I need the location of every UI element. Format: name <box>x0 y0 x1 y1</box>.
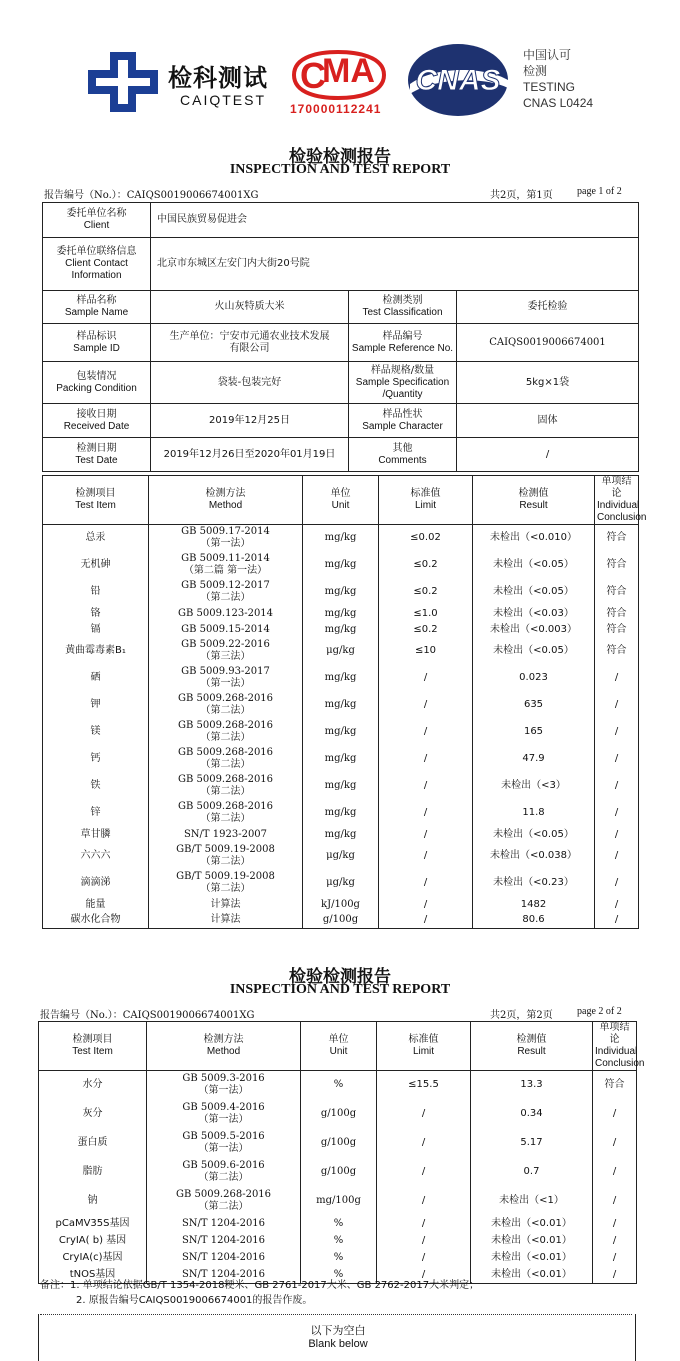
table-row <box>39 1100 637 1129</box>
test-item-cell: 碳水化合物 <box>43 913 149 929</box>
class-label: 检测类别 Test Classification <box>349 291 457 324</box>
test-item-cell: 蛋白质 <box>39 1129 147 1158</box>
test-item-cell: 硒 <box>43 665 149 692</box>
limit-cell: ≤10 <box>379 638 473 665</box>
result-cell: 635 <box>473 692 595 719</box>
conclusion-cell: / <box>595 773 639 800</box>
col-item: 检测项目 Test Item <box>43 476 149 525</box>
conclusion-cell: / <box>595 665 639 692</box>
limit-cell: / <box>377 1187 471 1216</box>
page2-report-no: 报告编号（No.）：CAIQS0019006674001XG <box>40 1010 255 1021</box>
unit-cell: mg/kg <box>303 719 379 746</box>
table-row <box>39 1071 637 1100</box>
comments-label: 其他 Comments <box>349 438 457 472</box>
limit-cell: / <box>379 773 473 800</box>
limit-cell: / <box>379 800 473 827</box>
col-conclusion: 单项结论 Individual Conclusion <box>593 1022 637 1071</box>
test-item-cell: 钾 <box>43 692 149 719</box>
col-item: 检测项目 Test Item <box>39 1022 147 1071</box>
sample-name-label: 样品名称 Sample Name <box>43 291 151 324</box>
contact-value: 北京市东城区左安门内大街20号院 <box>151 238 639 291</box>
test-item-cell: 草甘膦 <box>43 827 149 843</box>
conclusion-cell: 符合 <box>595 606 639 622</box>
method-cell: SN/T 1204-2016 <box>147 1267 301 1284</box>
report-header <box>0 0 680 135</box>
result-cell: 11.8 <box>473 800 595 827</box>
result-cell: 未检出（<0.01） <box>471 1216 593 1233</box>
comments-value: / <box>457 438 639 472</box>
result-cell: 未检出（<0.23） <box>473 870 595 897</box>
page2-results-table <box>38 1021 645 1284</box>
limit-cell: / <box>377 1216 471 1233</box>
cnas-side-3: TESTING <box>523 80 576 94</box>
test-item-cell: 钙 <box>43 746 149 773</box>
unit-cell: mg/kg <box>303 552 379 579</box>
conclusion-cell: / <box>595 843 639 870</box>
unit-cell: μg/kg <box>303 843 379 870</box>
limit-cell: / <box>379 913 473 929</box>
method-cell: GB 5009.12-2017 （第二法） <box>149 579 303 606</box>
page1-results-table <box>42 475 647 929</box>
conclusion-cell: / <box>595 827 639 843</box>
note-2: 2. 原报告编号CAIQS0019006674001的报告作废。 <box>76 1295 313 1306</box>
result-cell: 未检出（<3） <box>473 773 595 800</box>
limit-cell: / <box>377 1267 471 1284</box>
table-row <box>43 843 639 870</box>
col-method: 检测方法 Method <box>149 476 303 525</box>
pack-value: 袋装-包装完好 <box>151 362 349 404</box>
limit-cell: / <box>379 719 473 746</box>
result-cell: 未检出（<0.01） <box>471 1233 593 1250</box>
contact-label: 委托单位联络信息 Client Contact Information <box>43 238 151 291</box>
sample-id-label: 样品标识 Sample ID <box>43 324 151 362</box>
method-cell: SN/T 1204-2016 <box>147 1250 301 1267</box>
conclusion-cell: / <box>595 692 639 719</box>
cma-number: 170000112241 <box>290 102 382 116</box>
table-row <box>43 525 639 552</box>
page2-title-cn: 检验检测报告 <box>289 967 391 987</box>
dotted-divider <box>40 1314 632 1315</box>
limit-cell: / <box>379 897 473 913</box>
ref-label: 样品编号 Sample Reference No. <box>349 324 457 362</box>
table-row <box>43 638 639 665</box>
conclusion-cell: / <box>593 1187 637 1216</box>
test-item-cell: 脂肪 <box>39 1158 147 1187</box>
spec-label: 样品规格/数量 Sample Specification /Quantity <box>349 362 457 404</box>
conclusion-cell: / <box>595 913 639 929</box>
unit-cell: g/100g <box>301 1129 377 1158</box>
table-row <box>39 1233 637 1250</box>
test-item-cell: tNOS基因 <box>39 1267 147 1284</box>
limit-cell: ≤0.2 <box>379 622 473 638</box>
test-item-cell: 锌 <box>43 800 149 827</box>
col-limit: 标准值 Limit <box>379 476 473 525</box>
test-item-cell: CryIA(c)基因 <box>39 1250 147 1267</box>
result-cell: 未检出（<0.038） <box>473 843 595 870</box>
cma-mark: MA <box>322 52 375 90</box>
table-row <box>43 665 639 692</box>
limit-cell: / <box>379 665 473 692</box>
table-row <box>39 1187 637 1216</box>
conclusion-cell: 符合 <box>595 552 639 579</box>
conclusion-cell: / <box>593 1100 637 1129</box>
table-row <box>43 773 639 800</box>
unit-cell: kJ/100g <box>303 897 379 913</box>
blank-below-en: Blank below <box>308 1338 368 1350</box>
result-cell: 80.6 <box>473 913 595 929</box>
col-unit: 单位 Unit <box>301 1022 377 1071</box>
unit-cell: mg/kg <box>303 579 379 606</box>
table-row <box>43 827 639 843</box>
test-item-cell: 水分 <box>39 1071 147 1100</box>
org-sub: CAIQTEST <box>180 92 267 108</box>
method-cell: GB 5009.5-2016 （第一法） <box>147 1129 301 1158</box>
page2-left-border <box>38 1314 39 1361</box>
page1-title-en: INSPECTION AND TEST REPORT <box>229 162 451 177</box>
test-item-cell: 镁 <box>43 719 149 746</box>
limit-cell: / <box>377 1100 471 1129</box>
result-cell: 未检出（<0.03） <box>473 606 595 622</box>
conclusion-cell: / <box>593 1250 637 1267</box>
unit-cell: mg/kg <box>303 525 379 552</box>
test-item-cell: 滴滴涕 <box>43 870 149 897</box>
svg-text:C: C <box>300 55 326 96</box>
method-cell: SN/T 1923-2007 <box>149 827 303 843</box>
limit-cell: / <box>379 843 473 870</box>
result-cell: 未检出（<0.05） <box>473 827 595 843</box>
caiq-cross-logo-icon <box>88 52 158 112</box>
unit-cell: mg/kg <box>303 665 379 692</box>
col-limit: 标准值 Limit <box>377 1022 471 1071</box>
method-cell: GB 5009.93-2017 （第一法） <box>149 665 303 692</box>
client-label: 委托单位名称 Client <box>43 203 151 238</box>
char-value: 固体 <box>457 404 639 438</box>
table-row <box>39 1129 637 1158</box>
method-cell: 计算法 <box>149 897 303 913</box>
page2-title-en: INSPECTION AND TEST REPORT <box>229 982 451 997</box>
test-date-label: 检测日期 Test Date <box>43 438 151 472</box>
table-row <box>43 800 639 827</box>
conclusion-cell: / <box>593 1233 637 1250</box>
test-date-value: 2019年12月26日至2020年01月19日 <box>151 438 349 472</box>
result-cell: 未检出（<0.05） <box>473 579 595 606</box>
table-row <box>39 1250 637 1267</box>
result-cell: 1482 <box>473 897 595 913</box>
conclusion-cell: 符合 <box>595 525 639 552</box>
limit-cell: ≤1.0 <box>379 606 473 622</box>
conclusion-cell: / <box>595 870 639 897</box>
unit-cell: g/100g <box>303 913 379 929</box>
recv-value: 2019年12月25日 <box>151 404 349 438</box>
method-cell: GB 5009.268-2016 （第二法） <box>149 719 303 746</box>
unit-cell: mg/kg <box>303 827 379 843</box>
method-cell: GB 5009.15-2014 <box>149 622 303 638</box>
table-row <box>43 913 639 929</box>
table-row <box>43 746 639 773</box>
unit-cell: g/100g <box>301 1158 377 1187</box>
method-cell: GB 5009.3-2016 （第一法） <box>147 1071 301 1100</box>
method-cell: GB 5009.268-2016 （第二法） <box>149 746 303 773</box>
page1-page-en: page 1 of 2 <box>577 186 622 197</box>
col-method: 检测方法 Method <box>147 1022 301 1071</box>
test-item-cell: 无机砷 <box>43 552 149 579</box>
limit-cell: ≤0.02 <box>379 525 473 552</box>
table-row <box>43 606 639 622</box>
page1-report-no: 报告编号（No.）：CAIQS0019006674001XG <box>44 190 259 201</box>
limit-cell: ≤0.2 <box>379 579 473 606</box>
char-label: 样品性状 Sample Character <box>349 404 457 438</box>
limit-cell: / <box>377 1233 471 1250</box>
cnas-side-2: 检测 <box>523 64 548 78</box>
table-row <box>39 1216 637 1233</box>
recv-label: 接收日期 Received Date <box>43 404 151 438</box>
conclusion-cell: 符合 <box>595 622 639 638</box>
limit-cell: / <box>379 827 473 843</box>
method-cell: SN/T 1204-2016 <box>147 1216 301 1233</box>
result-cell: 未检出（<0.01） <box>471 1250 593 1267</box>
conclusion-cell: 符合 <box>593 1071 637 1100</box>
unit-cell: % <box>301 1250 377 1267</box>
method-cell: GB 5009.4-2016 （第一法） <box>147 1100 301 1129</box>
test-item-cell: 能量 <box>43 897 149 913</box>
method-cell: SN/T 1204-2016 <box>147 1233 301 1250</box>
method-cell: GB 5009.11-2014 （第二篇 第一法） <box>149 552 303 579</box>
test-item-cell: pCaMV35S基因 <box>39 1216 147 1233</box>
col-unit: 单位 Unit <box>303 476 379 525</box>
org-name: 检科测试 <box>168 64 268 92</box>
table-row <box>39 1158 637 1187</box>
conclusion-cell: 符合 <box>595 579 639 606</box>
unit-cell: % <box>301 1267 377 1284</box>
conclusion-cell: / <box>595 719 639 746</box>
sample-id-value: 生产单位：宁安市元通农业技术发展 有限公司 <box>151 324 349 362</box>
result-cell: 未检出（<0.01） <box>471 1267 593 1284</box>
conclusion-cell: / <box>593 1267 637 1284</box>
cnas-side-1: 中国认可 <box>523 48 572 62</box>
test-item-cell: 铁 <box>43 773 149 800</box>
table-row <box>43 719 639 746</box>
method-cell: GB 5009.123-2014 <box>149 606 303 622</box>
test-item-cell: 六六六 <box>43 843 149 870</box>
unit-cell: mg/kg <box>303 606 379 622</box>
sample-info-table <box>42 202 639 472</box>
conclusion-cell: / <box>595 800 639 827</box>
test-item-cell: 铬 <box>43 606 149 622</box>
conclusion-cell: 符合 <box>595 638 639 665</box>
limit-cell: / <box>377 1129 471 1158</box>
unit-cell: mg/kg <box>303 692 379 719</box>
result-cell: 0.34 <box>471 1100 593 1129</box>
test-item-cell: 黄曲霉毒素B₁ <box>43 638 149 665</box>
test-item-cell: CryIA( b) 基因 <box>39 1233 147 1250</box>
spec-value: 5kg×1袋 <box>457 362 639 404</box>
limit-cell: / <box>379 746 473 773</box>
method-cell: GB 5009.268-2016 （第二法） <box>149 800 303 827</box>
table-row <box>43 692 639 719</box>
col-result: 检测值 Result <box>471 1022 593 1071</box>
conclusion-cell: / <box>595 897 639 913</box>
method-cell: GB 5009.268-2016 （第二法） <box>149 692 303 719</box>
unit-cell: mg/kg <box>303 746 379 773</box>
col-result: 检测值 Result <box>473 476 595 525</box>
method-cell: GB/T 5009.19-2008 （第二法） <box>149 843 303 870</box>
class-value: 委托检验 <box>457 291 639 324</box>
pack-label: 包装情况 Packing Condition <box>43 362 151 404</box>
conclusion-cell: / <box>593 1129 637 1158</box>
unit-cell: % <box>301 1216 377 1233</box>
limit-cell: / <box>379 870 473 897</box>
result-cell: 未检出（<0.003） <box>473 622 595 638</box>
cnas-mark: CNAS <box>415 64 501 97</box>
unit-cell: g/100g <box>301 1100 377 1129</box>
limit-cell: / <box>377 1250 471 1267</box>
method-cell: GB 5009.268-2016 （第二法） <box>147 1187 301 1216</box>
result-cell: 未检出（<0.05） <box>473 638 595 665</box>
unit-cell: μg/kg <box>303 870 379 897</box>
table-row <box>43 552 639 579</box>
method-cell: GB 5009.22-2016 （第三法） <box>149 638 303 665</box>
table-row <box>43 870 639 897</box>
page2-page-cn: 共2页，第2页 <box>490 1010 553 1021</box>
note-1: 备注：1. 单项结论依据GB/T 1354-2018粳米、GB 2761-2017大米、GB 2762-2017大米判定； <box>40 1280 480 1291</box>
result-cell: 未检出（<0.010） <box>473 525 595 552</box>
unit-cell: mg/100g <box>301 1187 377 1216</box>
client-value: 中国民族贸易促进会 <box>151 203 639 238</box>
unit-cell: % <box>301 1071 377 1100</box>
conclusion-cell: / <box>593 1158 637 1187</box>
test-item-cell: 镉 <box>43 622 149 638</box>
unit-cell: mg/kg <box>303 622 379 638</box>
page1-page-cn: 共2页，第1页 <box>490 190 553 201</box>
method-cell: GB 5009.17-2014 （第一法） <box>149 525 303 552</box>
blank-below-cn: 以下为空白 <box>310 1324 366 1337</box>
result-cell: 未检出（<0.05） <box>473 552 595 579</box>
conclusion-cell: / <box>595 746 639 773</box>
unit-cell: mg/kg <box>303 800 379 827</box>
result-cell: 未检出（<1） <box>471 1187 593 1216</box>
test-item-cell: 灰分 <box>39 1100 147 1129</box>
unit-cell: % <box>301 1233 377 1250</box>
result-cell: 165 <box>473 719 595 746</box>
page1-title-cn: 检验检测报告 <box>289 147 391 167</box>
limit-cell: ≤15.5 <box>377 1071 471 1100</box>
table-row <box>43 622 639 638</box>
unit-cell: μg/kg <box>303 638 379 665</box>
limit-cell: / <box>379 692 473 719</box>
table-row <box>43 579 639 606</box>
limit-cell: / <box>377 1158 471 1187</box>
conclusion-cell: / <box>593 1216 637 1233</box>
result-cell: 13.3 <box>471 1071 593 1100</box>
col-conclusion: 单项结论 Individual Conclusion <box>595 476 639 525</box>
result-cell: 0.7 <box>471 1158 593 1187</box>
cnas-side-4: CNAS L0424 <box>523 96 594 110</box>
unit-cell: mg/kg <box>303 773 379 800</box>
limit-cell: ≤0.2 <box>379 552 473 579</box>
method-cell: GB 5009.268-2016 （第二法） <box>149 773 303 800</box>
ref-value: CAIQS0019006674001 <box>457 324 639 362</box>
result-cell: 5.17 <box>471 1129 593 1158</box>
page2-page-en: page 2 of 2 <box>577 1006 622 1017</box>
result-cell: 47.9 <box>473 746 595 773</box>
method-cell: 计算法 <box>149 913 303 929</box>
test-item-cell: 铅 <box>43 579 149 606</box>
result-cell: 0.023 <box>473 665 595 692</box>
method-cell: GB/T 5009.19-2008 （第二法） <box>149 870 303 897</box>
test-item-cell: 钠 <box>39 1187 147 1216</box>
test-item-cell: 总汞 <box>43 525 149 552</box>
sample-name-value: 火山灰特质大米 <box>151 291 349 324</box>
method-cell: GB 5009.6-2016 （第二法） <box>147 1158 301 1187</box>
page2-right-border <box>635 1314 636 1361</box>
table-row <box>43 897 639 913</box>
